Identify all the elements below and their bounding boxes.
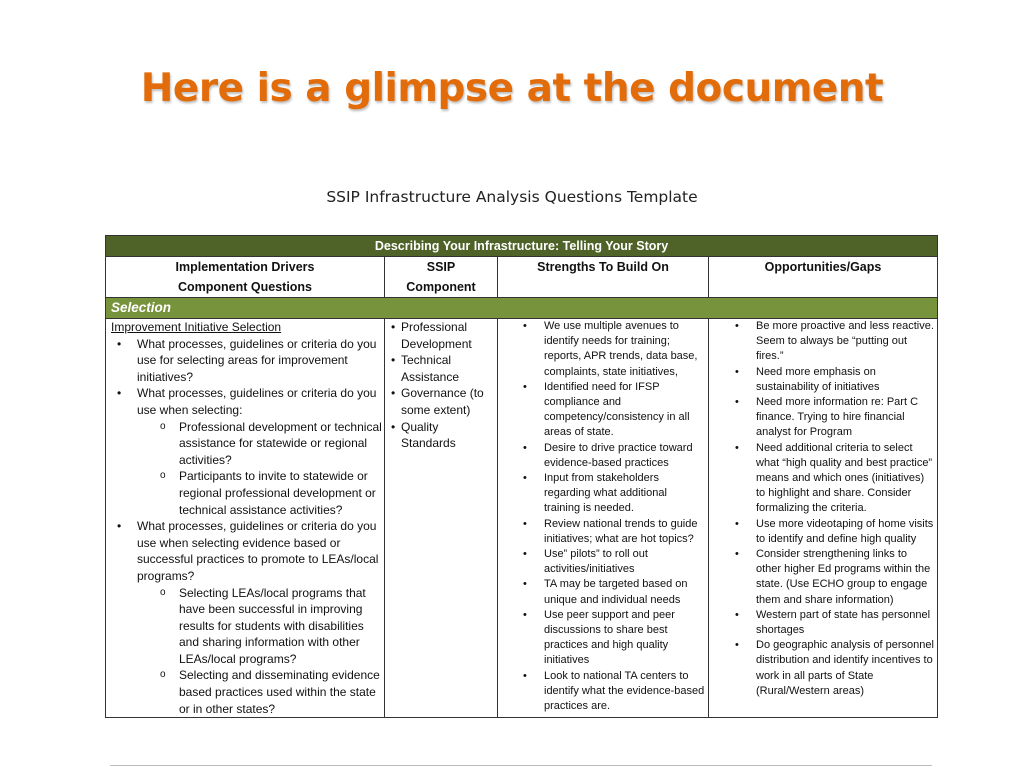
component-item: • Governance (to some extent)	[401, 385, 495, 418]
sub-question-list	[137, 585, 382, 718]
header-col1-line1: Implementation Drivers	[175, 260, 315, 274]
gap-item: • Western part of state has personnel shortages	[756, 608, 935, 638]
questions-heading: Improvement Initiative Selection	[111, 320, 282, 334]
strength-item: • Identified need for IFSP compliance and competency/consistency in all areas of state.	[544, 380, 706, 441]
gap-item: • Use more videotaping of home visits to identify and define high quality	[756, 517, 935, 547]
table-banner: Describing Your Infrastructure: Telling Your Story	[106, 236, 938, 257]
sub-question-item: o Selecting and disseminating evidence based practices used within the state or in other states?	[179, 667, 382, 717]
questions-list	[111, 336, 382, 519]
strengths-cell	[498, 319, 709, 718]
gap-item: • Be more proactive and less reactive. Seem to always be “putting out fires.”	[756, 319, 935, 365]
component-item: • Quality Standards	[401, 419, 495, 452]
infrastructure-table	[105, 235, 938, 718]
gaps-cell	[709, 319, 938, 718]
header-col1-line2: Component Questions	[177, 280, 313, 294]
component-item: • Technical Assistance	[401, 352, 495, 385]
header-implementation-drivers	[106, 257, 385, 298]
sub-question-item: o Selecting LEAs/local programs that have been successful in improving results for students with disabilities and sharing information with other LEAs/local programs?	[179, 585, 382, 668]
strength-item: • Use” pilots” to roll out activities/initiatives	[544, 547, 706, 577]
question-item	[137, 518, 382, 717]
question-text: What processes, guidelines or criteria do you use when selecting:	[137, 386, 377, 417]
document-title: SSIP Infrastructure Analysis Questions Template	[326, 188, 698, 206]
sub-question-item: o Participants to invite to statewide or regional professional development or technical assistance activities?	[179, 468, 382, 518]
header-opportunities-gaps: Opportunities/Gaps	[709, 257, 938, 298]
strength-item: • TA may be targeted based on unique and individual needs	[544, 577, 706, 607]
components-cell	[385, 319, 498, 718]
gap-item: • Need more emphasis on sustainability of initiatives	[756, 365, 935, 395]
header-ssip-component	[385, 257, 498, 298]
gap-item: • Consider strengthening links to other higher Ed programs within the state. (Use ECHO group to engage them and share information)	[756, 547, 935, 608]
components-list	[390, 319, 495, 452]
page-divider	[110, 765, 932, 766]
strength-item: • We use multiple avenues to identify needs for training; reports, APR trends, data base, complaints, state initiatives,	[544, 319, 706, 380]
header-col2-line1: SSIP	[426, 260, 456, 274]
table-header-row	[106, 257, 938, 298]
table-row	[106, 319, 938, 718]
gap-item: • Need more information re: Part C finance. Trying to hire financial analyst for Program	[756, 395, 935, 441]
sub-question-list	[137, 419, 382, 519]
gap-item: • Do geographic analysis of personnel distribution and identify incentives to work in all parts of State (Rural/Western areas)	[756, 638, 935, 699]
strength-item: • Desire to drive practice toward evidence-based practices	[544, 441, 706, 471]
strength-item: • Use peer support and peer discussions to share best practices and high quality initiatives	[544, 608, 706, 669]
question-item	[137, 385, 382, 518]
strength-item: • Review national trends to guide initiatives; what are hot topics?	[544, 517, 706, 547]
question-item: • What processes, guidelines or criteria do you use for selecting areas for improvement initiatives?	[137, 336, 382, 386]
question-text: What processes, guidelines or criteria do you use when selecting evidence based or successful practices to promote to LEAs/local programs?	[137, 519, 379, 583]
header-col2-line2: Component	[406, 280, 476, 294]
strengths-list	[501, 319, 706, 714]
questions-cell	[106, 319, 385, 718]
header-strengths: Strengths To Build On	[498, 257, 709, 298]
gaps-list	[712, 319, 935, 699]
sub-question-item: o Professional development or technical assistance for statewide or regional activities?	[179, 419, 382, 469]
questions-list-continued	[111, 518, 382, 717]
slide-title: Here is a glimpse at the document	[140, 66, 884, 111]
gap-item: • Need additional criteria to select what “high quality and best practice” means and which ones (initiatives) to highlight and share. Consider formalizing the criteria.	[756, 441, 935, 517]
component-item: • Professional Development	[401, 319, 495, 352]
section-selection: Selection	[106, 298, 938, 319]
strength-item: • Input from stakeholders regarding what additional training is needed.	[544, 471, 706, 517]
strength-item: • Look to national TA centers to identify what the evidence-based practices are.	[544, 669, 706, 715]
